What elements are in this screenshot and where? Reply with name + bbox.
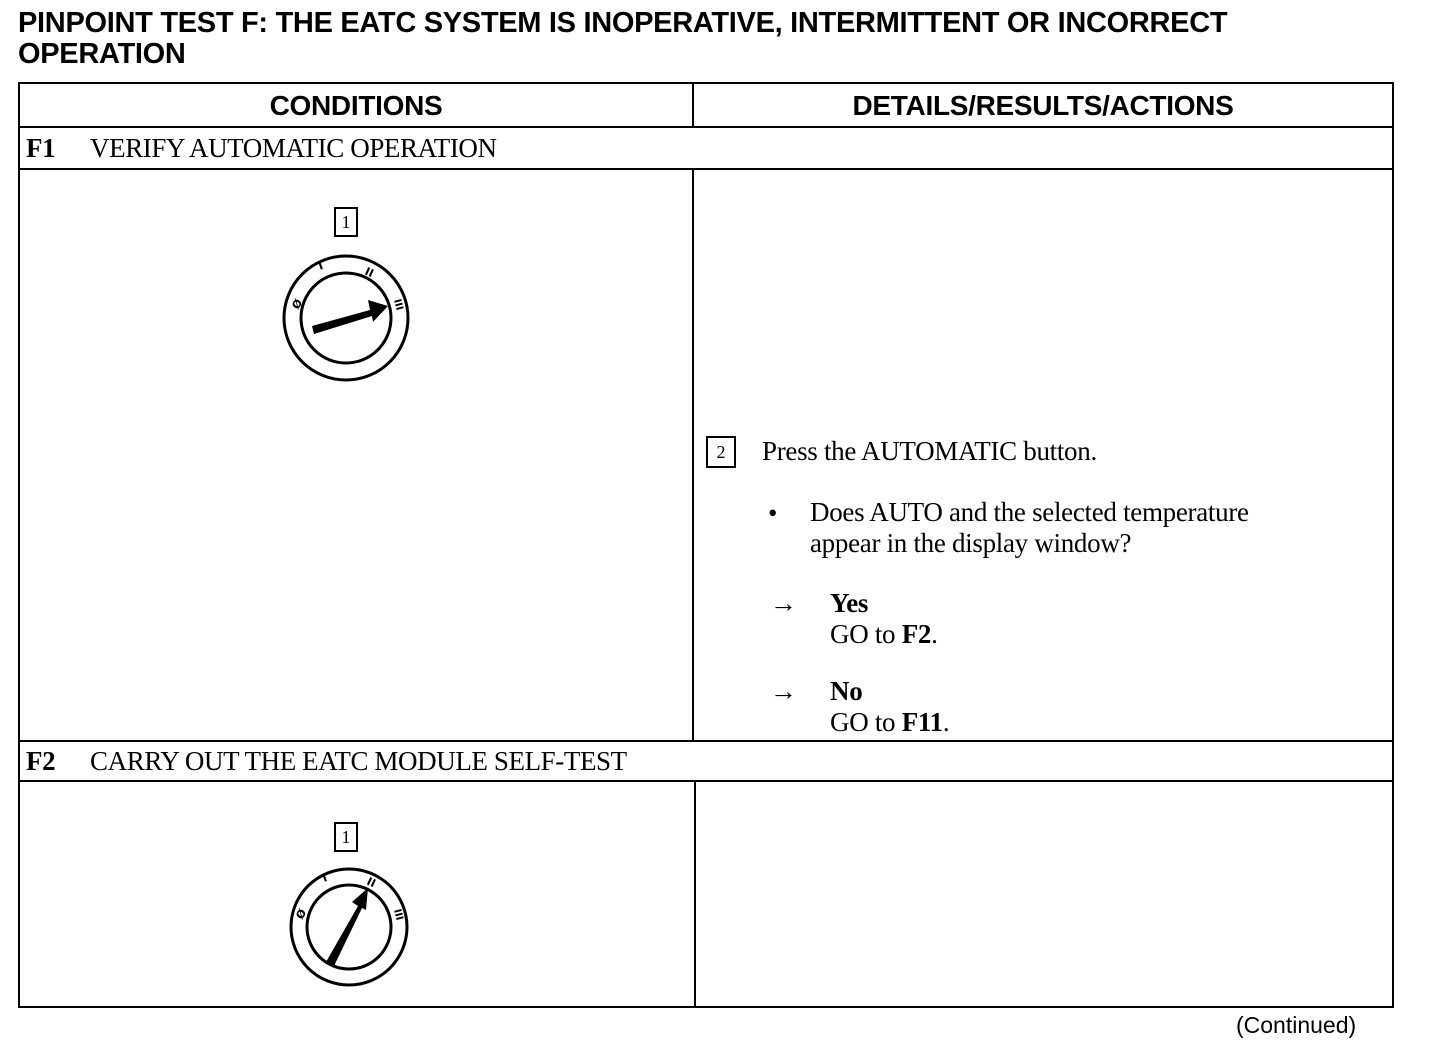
f1-step-id: F1: [26, 132, 56, 163]
continued-label: (Continued): [1236, 1012, 1357, 1038]
f2-callout-1: 1: [334, 822, 358, 852]
f1-no-arrow: →: [770, 676, 797, 706]
f2-switch-label-off: Ø: [293, 906, 310, 922]
f2-step-label: CARRY OUT THE EATC MODULE SELF-TEST: [90, 745, 627, 776]
f1-switch-label-one: I: [316, 259, 325, 273]
f1-switch-label-off: Ø: [289, 296, 306, 312]
f1-ignition-switch-icon: [276, 248, 416, 388]
f1-title-rule: [18, 168, 1394, 170]
f1-switch-pointer: [312, 300, 388, 334]
f1-yes-arrow: →: [770, 588, 797, 618]
f1-switch-label-two: II: [362, 264, 376, 281]
page-title: PINPOINT TEST F: THE EATC SYSTEM IS INOPERATIVE, INTERMITTENT OR INCORRECT OPERATION: [18, 7, 1228, 70]
conditions-header: CONDITIONS: [269, 90, 443, 121]
f1-yes-action-target: F2: [901, 619, 932, 649]
f2-step-title: [20, 742, 627, 780]
f2-switch-label-two: II: [364, 874, 378, 891]
f2-switch-label-one: I: [320, 871, 329, 885]
f1-yes-action: [830, 619, 938, 650]
header-rule: [18, 126, 1394, 128]
f1-no-action: [830, 707, 949, 738]
f1-callout-1: 1: [334, 207, 358, 237]
f1-yes-action-prefix: GO to: [830, 619, 902, 649]
f2-column-divider: [694, 780, 696, 1008]
f1-step-title: [20, 129, 497, 167]
f1-yes-action-period: .: [931, 619, 938, 649]
f2-step-id: F2: [26, 745, 56, 776]
f1-switch-label-three: III: [391, 297, 405, 312]
f1-bullet: •: [768, 498, 778, 528]
f2-switch-pointer: [326, 888, 368, 966]
f2-ignition-switch-icon: [284, 862, 414, 992]
f1-no-action-target: F11: [901, 707, 943, 737]
f1-yes-label: Yes: [830, 588, 869, 618]
f1-no-action-period: .: [942, 707, 950, 737]
f1-step-label: VERIFY AUTOMATIC OPERATION: [90, 132, 497, 163]
f1-no-label: No: [830, 676, 863, 706]
f1-column-divider: [692, 168, 694, 742]
f1-question-line-2: appear in the display window?: [810, 528, 1132, 558]
f1-instruction: Press the AUTOMATIC button.: [762, 436, 1097, 466]
f2-title-rule-bottom: [18, 780, 1394, 782]
f1-question-line-1: Does AUTO and the selected temperature: [810, 497, 1249, 527]
f1-no-action-prefix: GO to: [830, 707, 902, 737]
details-header: DETAILS/RESULTS/ACTIONS: [852, 90, 1234, 121]
f1-callout-2: 2: [706, 436, 736, 468]
f2-switch-label-three: III: [391, 907, 405, 922]
pinpoint-table: [18, 82, 1394, 1008]
